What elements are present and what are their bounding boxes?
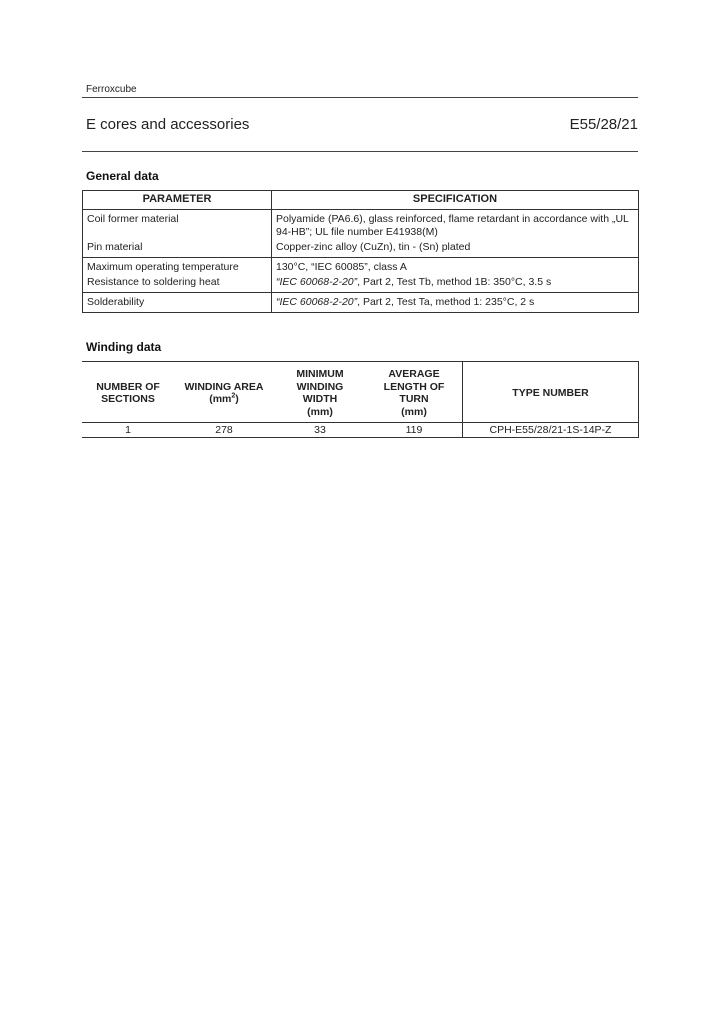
standard-reference: “IEC 60068-2-20” xyxy=(276,276,358,288)
header-line: WIDTH xyxy=(302,393,338,405)
column-header-type-number: TYPE NUMBER xyxy=(463,362,639,423)
winding-data-table xyxy=(82,361,639,438)
specification-text: , Part 2, Test Ta, method 1: 235°C, 2 s xyxy=(357,296,535,308)
parameter-cell: Maximum operating temperature xyxy=(83,258,272,276)
brand-name: Ferroxcube xyxy=(86,84,137,95)
header-line: SECTIONS xyxy=(101,393,155,405)
column-header-parameter: PARAMETER xyxy=(83,191,272,210)
header-line: MINIMUM xyxy=(296,368,344,380)
header-line: AVERAGE xyxy=(388,368,440,380)
general-data-heading: General data xyxy=(86,169,159,183)
winding-area-cell: 278 xyxy=(215,424,233,436)
specification-text: , Part 2, Test Tb, method 1B: 350°C, 3.5 s xyxy=(357,276,552,288)
type-number-cell: CPH-E55/28/21-1S-14P-Z xyxy=(463,423,639,438)
header-line: (mm xyxy=(209,393,232,405)
column-header-turn-length xyxy=(366,362,463,423)
header-line: (mm) xyxy=(307,405,333,418)
table-row xyxy=(83,240,639,258)
parameter-cell: Coil former material xyxy=(83,210,272,241)
turn-length-cell: 119 xyxy=(405,424,423,436)
sections-cell: 1 xyxy=(125,424,131,436)
column-header-sections xyxy=(82,362,174,423)
header-divider xyxy=(82,97,638,98)
document-title: E cores and accessories xyxy=(86,116,250,133)
title-divider xyxy=(82,151,638,152)
general-data-header-row xyxy=(83,191,639,210)
header-line: TURN xyxy=(399,393,429,405)
column-header-winding-width xyxy=(274,362,366,423)
parameter-cell: Resistance to soldering heat xyxy=(83,275,272,293)
column-header-winding-area xyxy=(174,362,274,423)
specification-cell: Polyamide (PA6.6), glass reinforced, flame retardant in accordance with „UL 94-HB”; UL file number E41938(M) xyxy=(272,210,639,241)
superscript: 2 xyxy=(231,392,236,400)
table-row xyxy=(83,275,639,293)
specification-cell: Copper-zinc alloy (CuZn), tin - (Sn) plated xyxy=(272,240,639,258)
winding-width-cell: 33 xyxy=(314,424,326,436)
specification-cell xyxy=(272,293,639,313)
header-line: ) xyxy=(235,393,239,405)
winding-data-header-row xyxy=(82,362,639,423)
header-line: WINDING AREA xyxy=(184,380,264,393)
specification-cell: 130°C, “IEC 60085”, class A xyxy=(272,258,639,276)
winding-data-heading: Winding data xyxy=(86,340,162,354)
parameter-cell: Pin material xyxy=(83,240,272,258)
table-row xyxy=(83,293,639,313)
header-line: WINDING xyxy=(296,380,344,393)
standard-reference: “IEC 60068-2-20” xyxy=(276,296,358,308)
table-row xyxy=(83,210,639,241)
header-line: LENGTH OF xyxy=(383,380,445,393)
header-line: NUMBER OF xyxy=(96,380,160,393)
document-code: E55/28/21 xyxy=(569,116,638,133)
parameter-cell: Solderability xyxy=(83,293,272,313)
table-row xyxy=(83,258,639,276)
header-line: (mm) xyxy=(401,405,427,418)
table-row xyxy=(82,423,639,438)
column-header-specification: SPECIFICATION xyxy=(272,191,639,210)
general-data-table xyxy=(82,190,639,313)
specification-cell xyxy=(272,275,639,293)
